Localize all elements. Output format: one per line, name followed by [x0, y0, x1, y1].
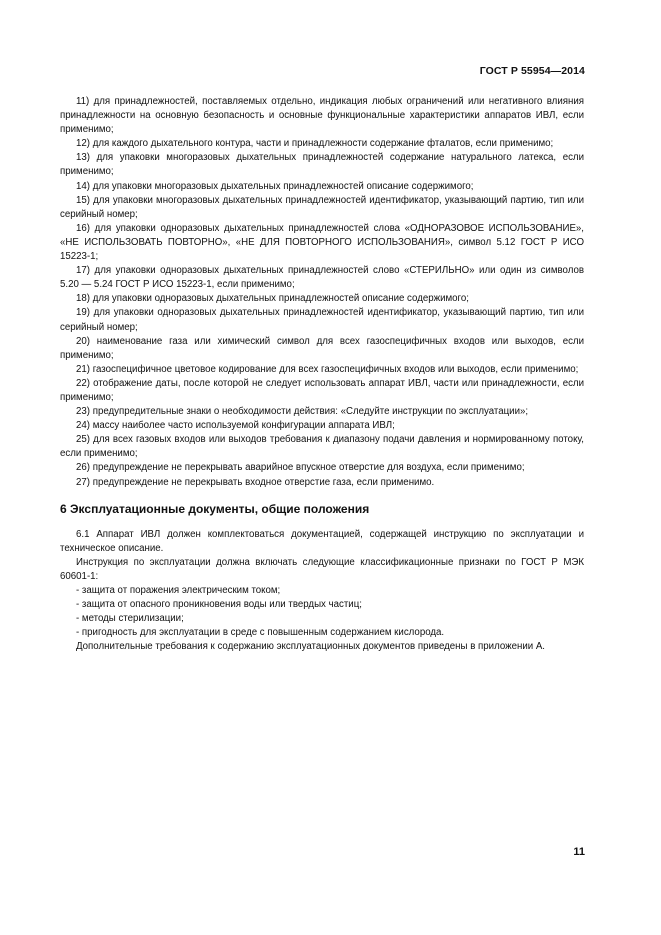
paragraph: 6.1 Аппарат ИВЛ должен комплектоваться документацией, содержащей инструкцию по эксплуатации и техническое описание.: [60, 528, 584, 554]
list-item: 14) для упаковки многоразовых дыхательных принадлежностей описание содержимого;: [76, 180, 474, 192]
list-item: 26) предупреждение не перекрывать аварийное впускное отверстие для воздуха, если применимо;: [76, 462, 525, 474]
list-item: 18) для упаковки одноразовых дыхательных принадлежностей описание содержимого;: [76, 293, 469, 305]
list-item: 21) газоспецифичное цветовое кодирование для всех газоспецифичных входов или выходов, если применимо;: [76, 363, 579, 375]
bullet-item: - методы стерилизации;: [76, 613, 184, 625]
list-item: 22) отображение даты, после которой не следует использовать аппарат ИВЛ, части или принадлежности, если применимо;: [60, 377, 584, 403]
list-item: 23) предупредительные знаки о необходимости действия: «Следуйте инструкции по эксплуатации»;: [76, 406, 529, 418]
paragraph: Дополнительные требования к содержанию эксплуатационных документов приведены в приложении А.: [76, 641, 545, 653]
section-heading: 6 Эксплуатационные документы, общие положения: [60, 501, 370, 516]
document-body: [60, 95, 584, 655]
bullet-item: - пригодность для эксплуатации в среде с повышенным содержанием кислорода.: [76, 627, 445, 639]
paragraph: Инструкция по эксплуатации должна включать следующие классификационные признаки по ГОСТ Р МЭК 60601-1:: [60, 556, 584, 582]
list-item: 13) для упаковки многоразовых дыхательных принадлежностей содержание натурального латекса, если применимо;: [60, 152, 584, 178]
list-item: 17) для упаковки одноразовых дыхательных принадлежностей слово «СТЕРИЛЬНО» или один из символов 5.20 — 5.24 ГОСТ Р ИСО 15223-1, если применимо;: [60, 265, 584, 291]
list-item: 15) для упаковки многоразовых дыхательных принадлежностей идентификатор, указывающий партию, тип или серийный номер;: [60, 194, 584, 220]
bullet-item: - защита от опасного проникновения воды или твердых частиц;: [76, 599, 362, 611]
list-item: 11) для принадлежностей, поставляемых отдельно, индикация любых ограничений или негативного влияния принадлежности на основную безопасность и основные функциональные характеристики аппаратов ИВЛ, если применимо;: [60, 96, 584, 136]
list-item: 12) для каждого дыхательного контура, части и принадлежности содержание фталатов, если применимо;: [76, 138, 554, 150]
list-item: 24) массу наиболее часто используемой конфигурации аппарата ИВЛ;: [76, 420, 395, 432]
list-item: 25) для всех газовых входов или выходов требования к диапазону подачи давления и нормированному потоку, если применимо;: [60, 434, 584, 460]
list-item: 16) для упаковки одноразовых дыхательных принадлежностей слова «ОДНОРАЗОВОЕ ИСПОЛЬЗОВАНИЕ», «НЕ ИСПОЛЬЗОВАТЬ ПОВТОРНО», «НЕ ДЛЯ ПОВТОРНОГО ИСПОЛЬЗОВАНИЯ», символ 5.12 ГОСТ Р ИСО 15223-1;: [60, 222, 584, 263]
bullet-item: - защита от поражения электрическим током;: [76, 585, 281, 597]
standard-designation: ГОСТ Р 55954—2014: [479, 65, 585, 77]
page-number: 11: [573, 846, 585, 858]
list-item: 27) предупреждение не перекрывать входное отверстие газа, если применимо.: [76, 476, 435, 488]
list-item: 20) наименование газа или химический символ для всех газоспецифичных входов или выходов, если применимо;: [60, 335, 584, 361]
list-item: 19) для упаковки одноразовых дыхательных принадлежностей идентификатор, указывающий партию, тип или серийный номер;: [60, 307, 584, 333]
